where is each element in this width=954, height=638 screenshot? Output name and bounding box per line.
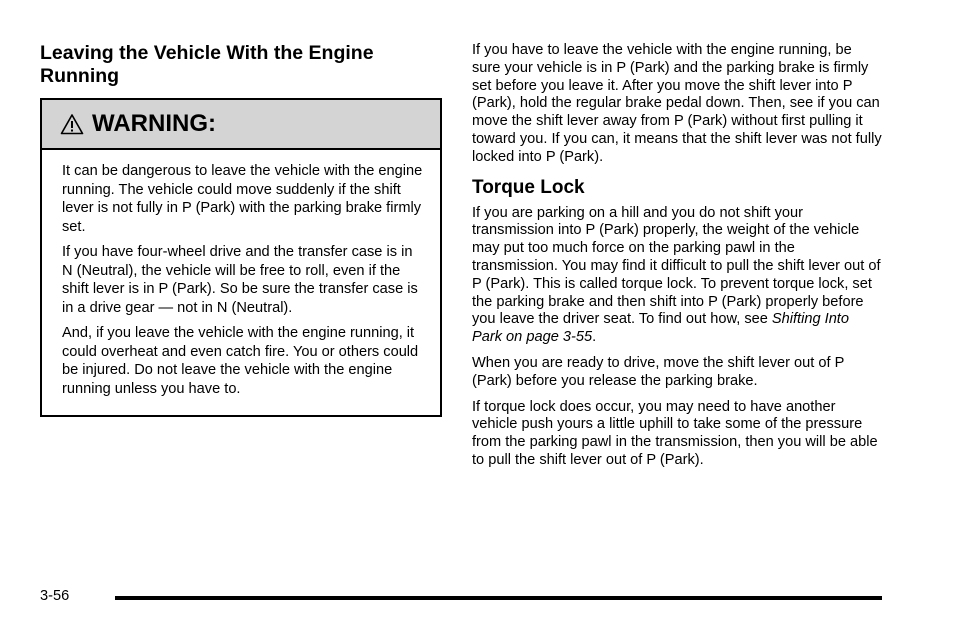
right-column: [472, 42, 882, 478]
torque-lock-paragraph: [472, 205, 882, 347]
torque-lock-occur-paragraph: If torque lock does occur, you may need to have another vehicle push yours a little uphill to take some of the pressure from the parking pawl in the transmission, then you will be able to pull the shift lever out of P (Park).: [472, 398, 878, 468]
warning-body: [42, 150, 440, 415]
warning-triangle-icon: [60, 113, 84, 135]
left-column: [40, 42, 442, 417]
warning-title: WARNING:: [92, 110, 216, 137]
intro-paragraph: If you have to leave the vehicle with the engine running, be sure your vehicle is in P (Park) and the parking brake is firmly set before you leave it. After you move the shift lever into P (Park), hold the regular brake pedal down. Then, see if you can move the shift lever away from P (Park) without first pulling it toward you. If you can, it means that the shift lever was not fully locked into P (Park).: [472, 42, 882, 165]
drive-paragraph: When you are ready to drive, move the shift lever out of P (Park) before you release the parking brake.: [472, 354, 845, 389]
page-number: 3-56: [40, 588, 70, 604]
cross-reference-link[interactable]: Shifting Into Park on page 3-55: [472, 311, 849, 346]
sentence-end: .: [592, 329, 597, 346]
warning-header: [42, 100, 440, 150]
subheading-torque-lock: Torque Lock: [472, 176, 585, 198]
footer-rule: [115, 596, 882, 600]
warning-box: [40, 98, 442, 417]
warning-paragraph: It can be dangerous to leave the vehicle with the engine running. The vehicle could move suddenly if the shift lever is not fully in P (Park) with the parking brake firmly set.: [62, 163, 423, 235]
section-heading: Leaving the Vehicle With the Engine Running: [40, 42, 374, 87]
warning-paragraph: If you have four-wheel drive and the transfer case is in N (Neutral), the vehicle will be free to roll, even if the shift lever is in P (Park). So be sure the transfer case is in a drive gear — not in N (Neutral).: [62, 244, 418, 316]
warning-paragraph: And, if you leave the vehicle with the engine running, it could overheat and even catch fire. You or others could be injured. Do not leave the vehicle with the engine running unless you have to.: [62, 325, 419, 397]
torque-lock-text: If you are parking on a hill and you do not shift your transmission into P (Park) properly, the weight of the vehicle may put too much force on the parking pawl in the transmission. You may find it difficult to pull the shift lever out of P (Park). This is called torque lock. To prevent torque lock, set the parking brake and then shift into P (Park) properly before you leave the driver seat. To find out how, see: [472, 204, 881, 328]
